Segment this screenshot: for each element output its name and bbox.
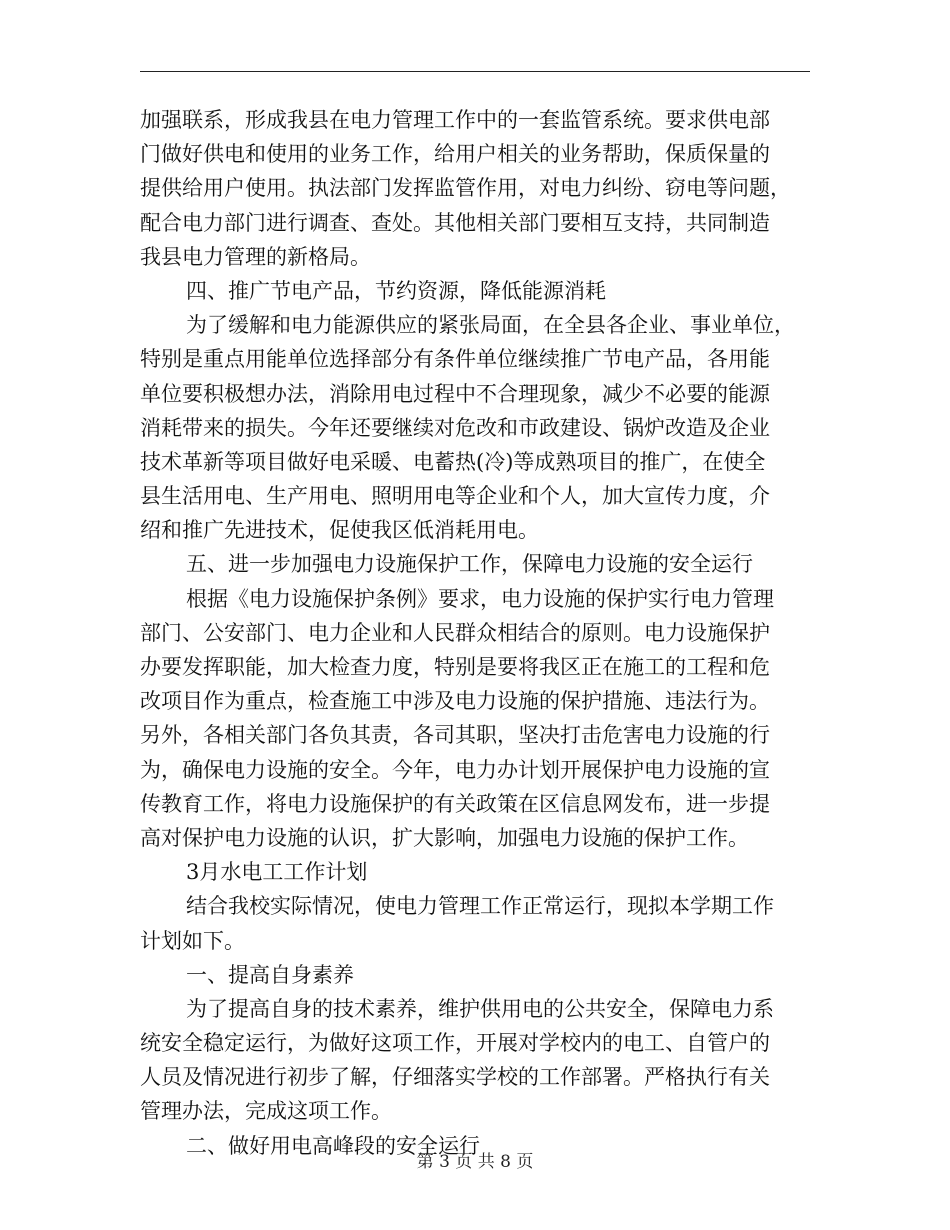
text-line: 根据《电力设施保护条例》要求，电力设施的保护实行电力管理 (186, 586, 774, 611)
text-line: 一、提高自身素养 (186, 962, 354, 987)
text-line: 人员及情况进行初步了解，仔细落实学校的工作部署。严格执行有关 (140, 1065, 770, 1090)
header-rule (140, 71, 810, 72)
text-line: 改项目作为重点，检查施工中涉及电力设施的保护措施、违法行为。 (140, 689, 770, 714)
text-line: 提供给用户使用。执法部门发挥监管作用，对电力纠纷、窃电等问题， (140, 176, 791, 201)
text-line: 为了缓解和电力能源供应的紧张局面，在全县各企业、事业单位， (186, 313, 795, 338)
text-line: 3月水电工工作计划 (186, 860, 368, 885)
text-line: 管理办法，完成这项工作。 (140, 1099, 392, 1124)
text-line: 特别是重点用能单位选择部分有条件单位继续推广节电产品，各用能 (140, 347, 770, 372)
text-line: 消耗带来的损失。今年还要继续对危改和市政建设、锅炉改造及企业 (140, 415, 770, 440)
text-line: 部门、公安部门、电力企业和人民群众相结合的原则。电力设施保护 (140, 620, 770, 645)
text-line: 加强联系，形成我县在电力管理工作中的一套监管系统。要求供电部 (140, 108, 770, 132)
text-line: 另外，各相关部门各负其责，各司其职，坚决打击危害电力设施的行 (140, 723, 770, 748)
text-line: 配合电力部门进行调查、查处。其他相关部门要相互支持，共同制造 (140, 210, 770, 235)
text-line: 结合我校实际情况，使电力管理工作正常运行，现拟本学期工作 (186, 894, 774, 919)
text-line: 计划如下。 (140, 928, 245, 953)
text-line: 县生活用电、生产用电、照明用电等企业和个人，加大宣传力度，介 (140, 484, 770, 509)
document-body (140, 103, 810, 1163)
text-line: 绍和推广先进技术，促使我区低消耗用电。 (140, 518, 539, 543)
text-line: 传教育工作，将电力设施保护的有关政策在区信息网发布，进一步提 (140, 791, 770, 816)
text-line: 技术革新等项目做好电采暖、电蓄热(冷)等成熟项目的推广，在使全 (140, 449, 766, 474)
text-line: 办要发挥职能，加大检查力度，特别是要将我区正在施工的工程和危 (140, 655, 770, 679)
text-line: 五、进一步加强电力设施保护工作，保障电力设施的安全运行 (186, 552, 753, 577)
text-line: 为了提高自身的技术素养，维护供用电的公共安全，保障电力系 (186, 996, 774, 1021)
text-line: 高对保护电力设施的认识，扩大影响，加强电力设施的保护工作。 (140, 825, 749, 850)
text-line: 为，确保电力设施的安全。今年，电力办计划开展保护电力设施的宣 (140, 757, 770, 782)
text-line: 门做好供电和使用的业务工作，给用户相关的业务帮助，保质保量的 (140, 142, 770, 167)
text-line: 二、做好用电高峰段的安全运行 (186, 1133, 480, 1158)
text-line: 我县电力管理的新格局。 (140, 244, 371, 269)
page-footer: 第 3 页 共 8 页 (416, 1152, 534, 1172)
text-line: 单位要积极想办法，消除用电过程中不合理现象，减少不必要的能源 (140, 381, 770, 406)
text-line: 四、推广节电产品，节约资源，降低能源消耗 (186, 278, 606, 303)
text-line: 统安全稳定运行，为做好这项工作，开展对学校内的电工、自管户的 (140, 1031, 770, 1056)
